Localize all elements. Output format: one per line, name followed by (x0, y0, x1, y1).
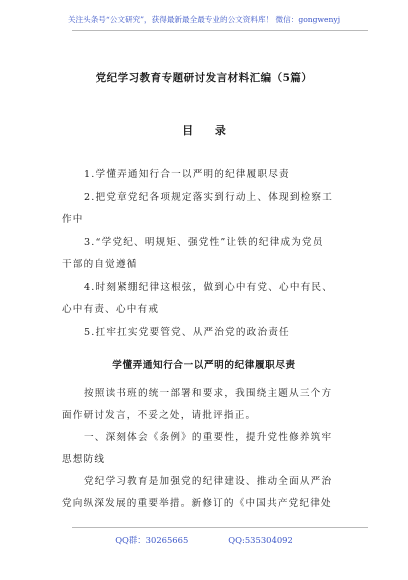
footer-qq: QQ:535304092 (228, 535, 293, 545)
paragraph-line: 党向纵深发展的重要举措。新修订的《中国共产党纪律处 (62, 498, 332, 509)
document-title: 党纪学习教育专题研讨发言材料汇编（5篇） (95, 72, 313, 84)
toc-item-continuation: 干部的自觉遵循 (62, 259, 138, 270)
paragraph-line: 一、深刻体会《条例》的重要性，提升党性修养筑牢 (84, 432, 333, 443)
paragraph-line: 面作研讨发言，不妥之处，请批评指正。 (62, 410, 257, 421)
toc-item: 1.学懂弄通知行合一以严明的纪律履职尽责 (84, 169, 290, 180)
body-text (62, 383, 362, 515)
toc-item: 5.扛牢扛实党要管党、从严治党的政治责任 (84, 326, 290, 338)
header-banner: 关注头条号“公文研究”，获得最新最全最专业的公文资料库！ 微信：gongwenyj (67, 15, 341, 24)
toc-item: 3.“学党纪、明规矩、强党性”让铁的纪律成为党员 (84, 236, 324, 248)
paragraph-line: 思想防线 (62, 454, 106, 465)
toc-item: 2.把党章党纪各项规定落实到行动上、体现到检察工 (84, 191, 334, 203)
toc-item-continuation: 作中 (62, 214, 84, 225)
footer-divider (72, 527, 368, 528)
toc-item-continuation: 心中有责、心中有戒 (62, 304, 160, 315)
paragraph-line: 党纪学习教育是加强党的纪律建设、推动全面从严治 (84, 476, 333, 487)
toc-heading: 目 录 (182, 124, 235, 137)
table-of-contents (62, 164, 362, 344)
toc-item: 4.时刻紧绷纪律这根弦，做到心中有党、心中有民、 (84, 281, 334, 293)
footer (0, 534, 408, 546)
footer-qq-group: QQ群：30265665 (115, 535, 189, 545)
header-divider (72, 30, 368, 31)
section-title: 学懂弄通知行合一以严明的纪律履职尽责 (112, 360, 296, 371)
paragraph-line: 按照读书班的统一部署和要求，我围绕主题从三个方 (84, 388, 333, 399)
